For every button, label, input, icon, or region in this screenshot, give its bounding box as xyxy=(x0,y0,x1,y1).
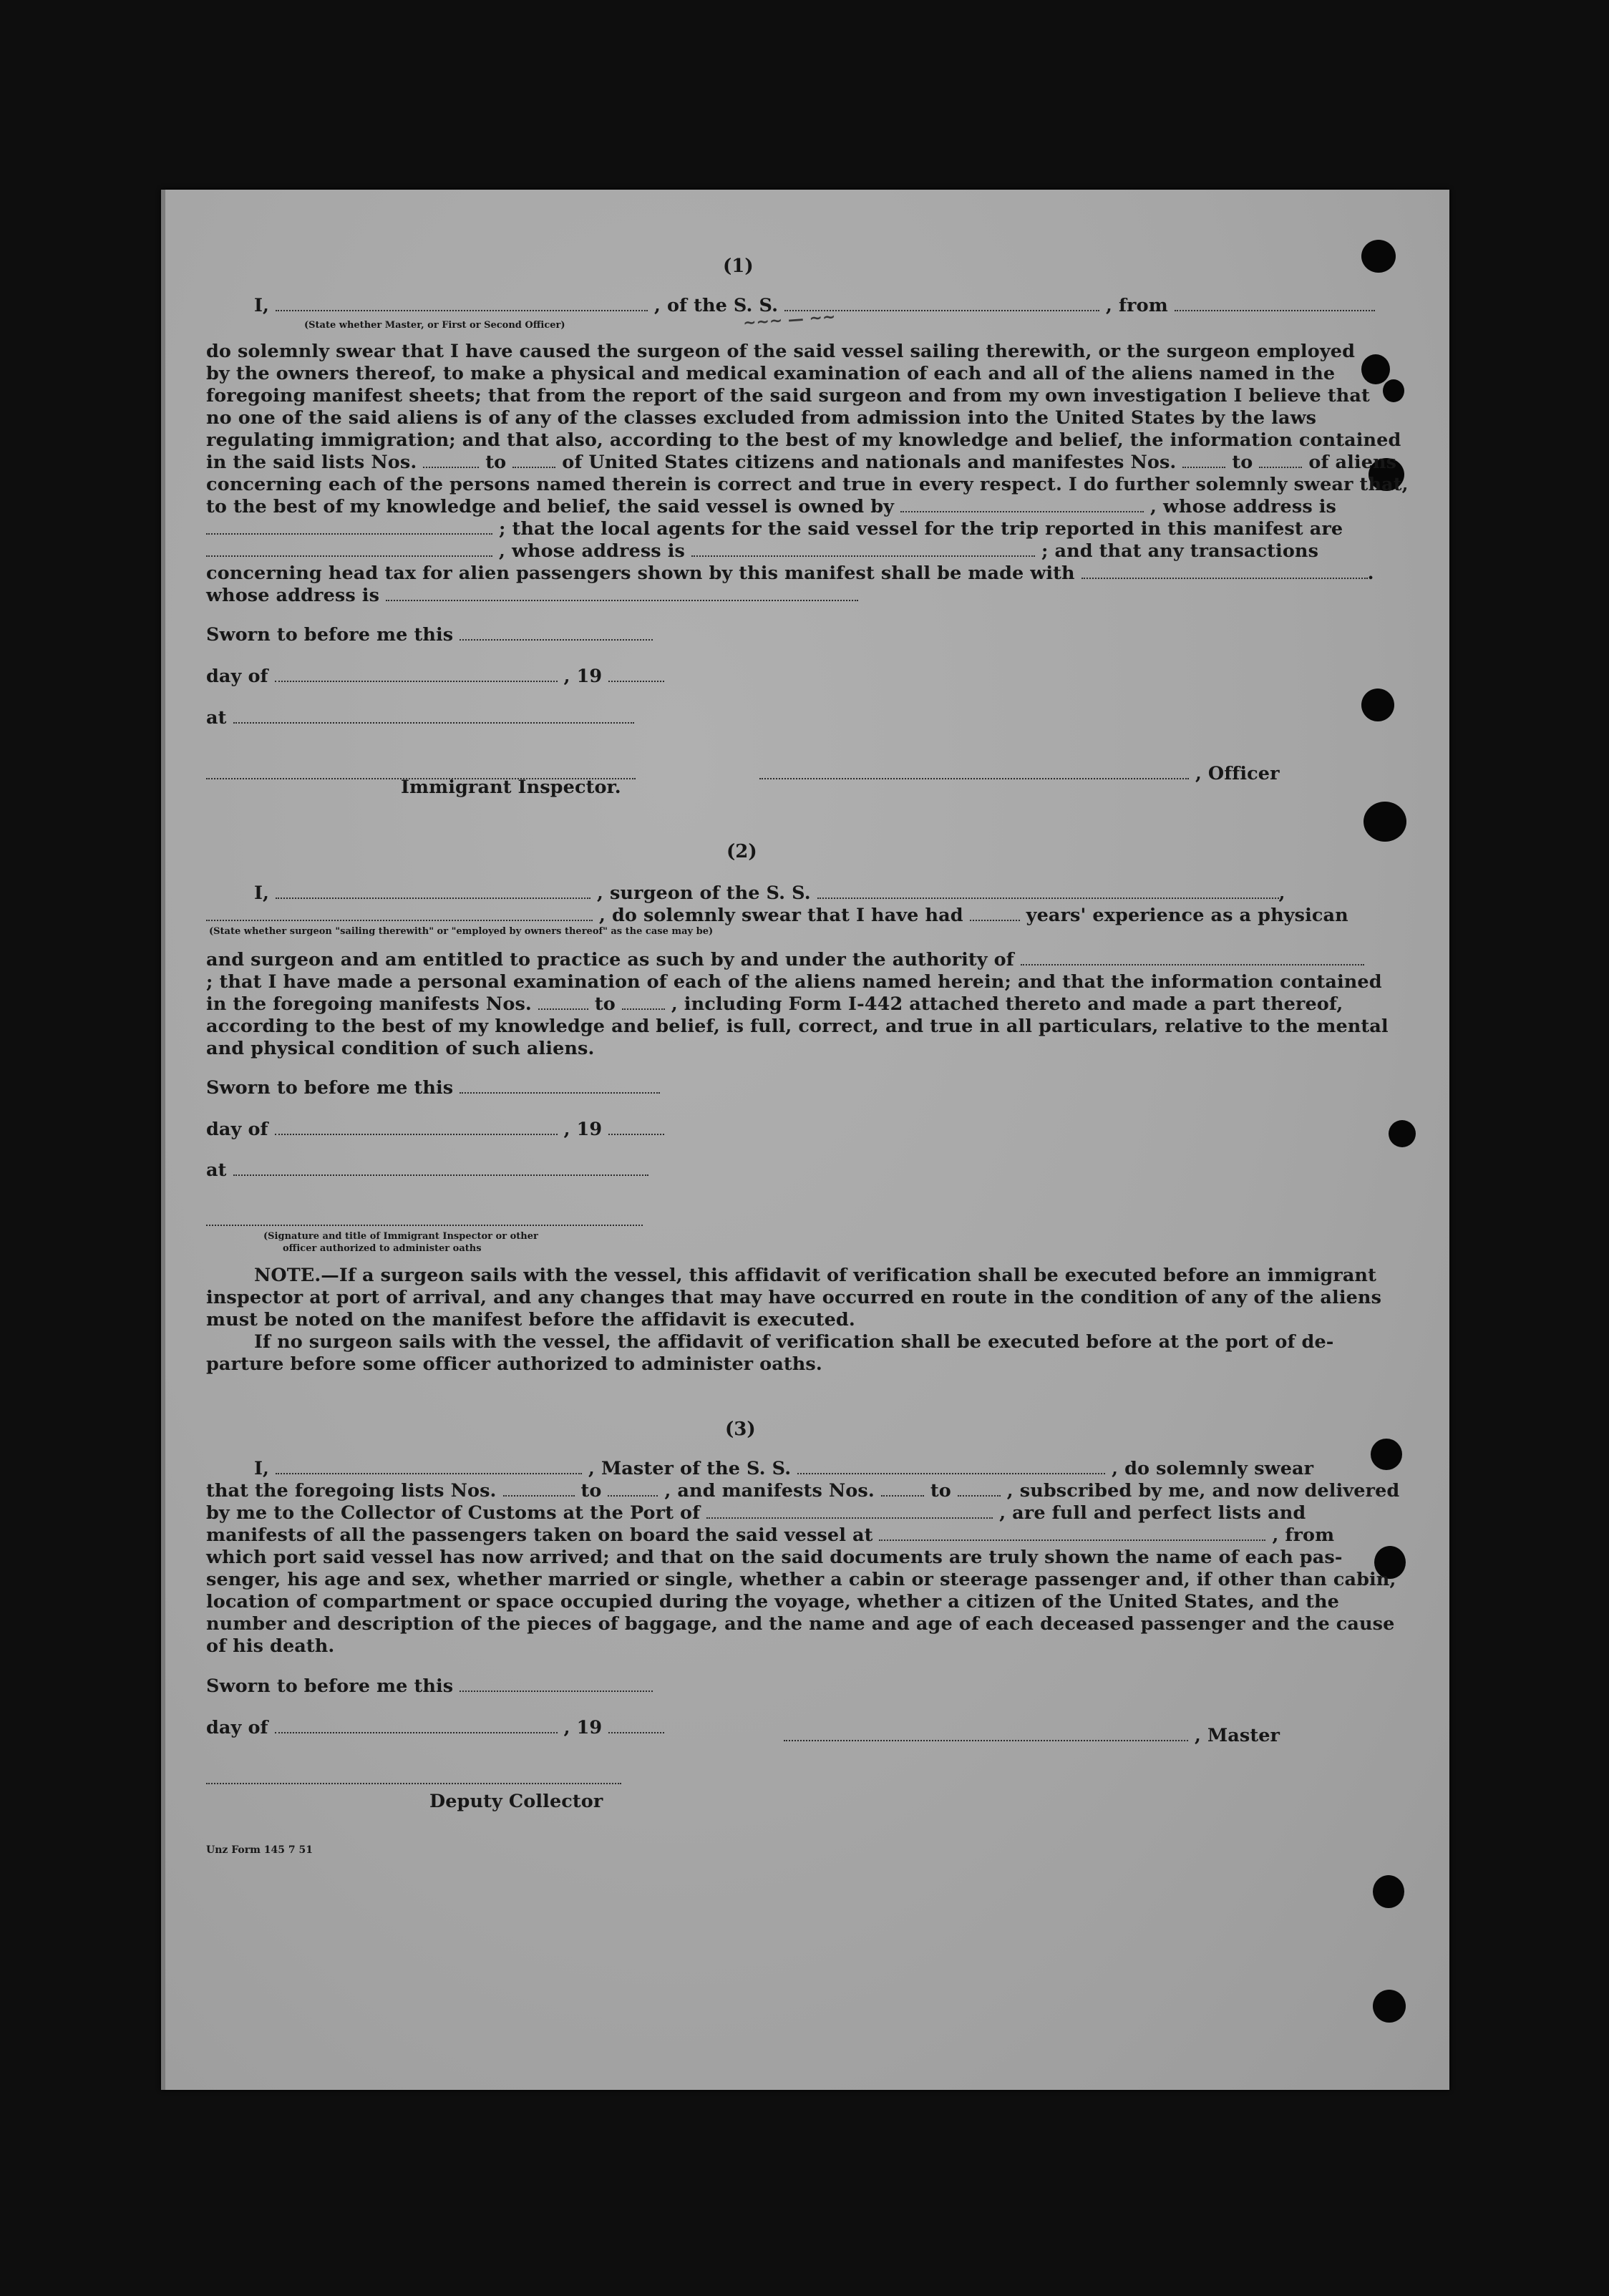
note-line-0: NOTE.—If a surgeon sails with the vessel, this affidavit of verification shall be executed before an immigrant xyxy=(254,1265,1376,1286)
section2-at: at xyxy=(206,1159,648,1182)
agents-field[interactable] xyxy=(206,541,492,557)
immigrant-inspector-label: Immigrant Inspector. xyxy=(401,777,621,798)
label-i: I, xyxy=(254,295,270,316)
punch-hole-2 xyxy=(1361,354,1390,384)
section1-headtax-line: concerning head tax for alien passengers shown by this manifest shall be made with . xyxy=(206,563,1374,584)
master-label: , Master xyxy=(1194,1725,1280,1746)
officer-label: , Officer xyxy=(1195,763,1280,784)
section3-body-2: location of compartment or space occupied during the voyage, whether a citizen of the United States, and the xyxy=(206,1591,1339,1612)
at-place-field[interactable] xyxy=(233,708,634,724)
section3-day: day of , 19 xyxy=(206,1717,664,1739)
section1-body-3: no one of the said aliens is of any of the classes excluded from admission into the United States by the laws xyxy=(206,407,1317,429)
section3-collector-line xyxy=(206,1768,621,1790)
note-line-1: inspector at port of arrival, and any changes that may have occurred en route in the condition of any of the aliens xyxy=(206,1287,1382,1308)
section1-whose-line: whose address is xyxy=(206,585,858,607)
s3-lists-to-field[interactable] xyxy=(608,1481,658,1497)
s3-master-name-field[interactable] xyxy=(276,1459,582,1474)
punch-hole-10 xyxy=(1373,1875,1404,1908)
owner-field[interactable] xyxy=(900,497,1144,512)
section1-number: (1) xyxy=(723,256,754,277)
punch-hole-7 xyxy=(1389,1120,1416,1147)
punch-hole-1 xyxy=(1361,240,1396,273)
section2-sworn: Sworn to before me this xyxy=(206,1077,660,1099)
surgeon-manifests-to-field[interactable] xyxy=(622,994,665,1010)
sworn-date-field[interactable] xyxy=(460,625,653,641)
s3-lists-from-field[interactable] xyxy=(503,1481,575,1497)
years-experience-field[interactable] xyxy=(970,905,1020,921)
signature-note-1: officer authorized to administer oaths xyxy=(283,1243,482,1254)
section3-body-3: number and description of the pieces of baggage, and the name and age of each deceased passenger and the cause xyxy=(206,1613,1395,1635)
note-line-2: must be noted on the manifest before the affidavit is executed. xyxy=(206,1309,855,1331)
s3-manifests-from-field[interactable] xyxy=(881,1481,924,1497)
section2-authority: and surgeon and am entitled to practice as such by and under the authority of xyxy=(206,949,1364,971)
section3-master-signature xyxy=(784,1725,1280,1747)
handwritten-scribble: ~~~ — ~~ xyxy=(742,308,837,333)
surgeon-status-field[interactable] xyxy=(206,905,593,921)
section3-body-1: senger, his age and sex, whether married or single, whether a cabin or steerage passenger and, if other than cabin, xyxy=(206,1569,1396,1590)
sub-surgeon-note: (State whether surgeon "sailing therewith" or "employed by owners thereof" as the case may be) xyxy=(209,926,714,937)
surgeon-manifests-from-field[interactable] xyxy=(538,994,588,1010)
headtax-address-field[interactable] xyxy=(386,585,858,601)
s3-day-field[interactable] xyxy=(275,1718,558,1733)
surgeon-sworn-field[interactable] xyxy=(460,1078,660,1094)
section1-at: at xyxy=(206,707,634,729)
surgeon-vessel-field[interactable] xyxy=(817,883,1279,899)
section3-number: (3) xyxy=(725,1419,756,1440)
section3-port: by me to the Collector of Customs at the Port of , are full and perfect lists and xyxy=(206,1502,1306,1524)
section1-lists-line: in the said lists Nos. to of United States citizens and nationals and manifestes Nos. to of aliens xyxy=(206,452,1397,473)
section1-signatures xyxy=(206,763,1280,785)
section2-day: day of , 19 xyxy=(206,1119,664,1141)
s3-manifests-to-field[interactable] xyxy=(958,1481,1001,1497)
punch-hole-6 xyxy=(1363,802,1406,842)
manifests-from-field[interactable] xyxy=(1182,452,1225,468)
section2-number: (2) xyxy=(726,841,757,862)
section2-line1: I, , surgeon of the S. S. , xyxy=(254,882,1285,904)
from-port-field[interactable] xyxy=(1175,296,1375,311)
section1-body-2: foregoing manifest sheets; that from the report of the said surgeon and from my own investigation I believe that xyxy=(206,385,1370,407)
section3-sworn: Sworn to before me this xyxy=(206,1675,653,1698)
section3-manifests: manifests of all the passengers taken on board the said vessel at , from xyxy=(206,1524,1335,1546)
agents-address-field[interactable] xyxy=(691,541,1035,557)
officer-signature-field[interactable] xyxy=(759,764,1189,779)
punch-hole-5 xyxy=(1361,689,1394,721)
s3-boarded-at-field[interactable] xyxy=(879,1525,1265,1541)
surgeon-day-field[interactable] xyxy=(275,1119,558,1135)
signature-note-0: (Signature and title of Immigrant Inspector or other xyxy=(263,1231,538,1242)
s3-sworn-field[interactable] xyxy=(460,1676,653,1692)
section2-body2-0: according to the best of my knowledge and belief, is full, correct, and true in all particulars, relative to the mental xyxy=(206,1016,1389,1037)
surgeon-at-field[interactable] xyxy=(233,1160,648,1176)
section1-agents-address-line: , whose address is ; and that any transactions xyxy=(206,540,1318,563)
note-line-3: If no surgeon sails with the vessel, the affidavit of verification shall be executed before at the port of de- xyxy=(254,1331,1334,1353)
punch-hole-11 xyxy=(1373,1990,1406,2023)
section3-body-0: which port said vessel has now arrived; and that on the said documents are truly shown the name of each pas- xyxy=(206,1547,1343,1568)
label-ss: , of the S. S. xyxy=(653,295,779,316)
owner-address-field[interactable] xyxy=(206,519,492,535)
day-month-field[interactable] xyxy=(275,666,558,682)
section1-body-1: by the owners thereof, to make a physical and medical examination of each and all of the aliens named in the xyxy=(206,363,1336,384)
punch-hole-8 xyxy=(1371,1439,1402,1470)
s3-vessel-field[interactable] xyxy=(797,1459,1105,1474)
section2-body2-1: and physical condition of such aliens. xyxy=(206,1038,595,1059)
section1-body-0: do solemnly swear that I have caused the surgeon of the said vessel sailing therewith, or the surgeon employed xyxy=(206,341,1355,362)
page-edge xyxy=(161,190,165,2090)
manifests-to-field[interactable] xyxy=(1259,452,1302,468)
surgeon-inspector-signature-field[interactable] xyxy=(206,1210,643,1226)
lists-from-field[interactable] xyxy=(423,452,479,468)
section1-body-5: concerning each of the persons named therein is correct and true in every respect. I do further solemnly swear that, xyxy=(206,474,1409,495)
headtax-field[interactable] xyxy=(1081,563,1368,579)
lists-to-field[interactable] xyxy=(512,452,555,468)
master-name-field[interactable] xyxy=(276,296,648,311)
punch-hole-3 xyxy=(1383,379,1404,402)
section2-body: ; that I have made a personal examination of each of the aliens named herein; and that the information contained xyxy=(206,971,1382,993)
surgeon-name-field[interactable] xyxy=(276,883,590,899)
s3-collector-signature-field[interactable] xyxy=(206,1769,621,1784)
s3-port-field[interactable] xyxy=(706,1503,993,1519)
section1-agents-line: ; that the local agents for the said vessel for the trip reported in this manifest are xyxy=(206,518,1343,540)
section2-manifests: in the foregoing manifests Nos. to , including Form I-442 attached thereto and made a part thereof, xyxy=(206,993,1343,1015)
section2-signature-line xyxy=(206,1210,643,1232)
section1-day: day of , 19 xyxy=(206,666,664,688)
section3-body-4: of his death. xyxy=(206,1635,335,1657)
vessel-name-field[interactable] xyxy=(784,296,1099,311)
note-line-4: parture before some officer authorized to administer oaths. xyxy=(206,1353,822,1375)
s3-year-field[interactable] xyxy=(608,1718,664,1733)
section3-lists: that the foregoing lists Nos. to , and manifests Nos. to , subscribed by me, and now delivered xyxy=(206,1480,1400,1502)
year-field[interactable] xyxy=(608,666,664,682)
surgeon-year-field[interactable] xyxy=(608,1119,664,1135)
section1-line1 xyxy=(254,295,1375,317)
section2-swear-line: , do solemnly swear that I have had years' experience as a physican xyxy=(206,905,1348,927)
s3-master-signature-field[interactable] xyxy=(784,1726,1188,1741)
label-from: , from xyxy=(1106,295,1168,316)
authority-field[interactable] xyxy=(1021,950,1364,965)
section1-sworn: Sworn to before me this xyxy=(206,624,653,646)
section1-owned-line: to the best of my knowledge and belief, the said vessel is owned by , whose address is xyxy=(206,496,1337,517)
section3-line1: I, , Master of the S. S. , do solemnly swear xyxy=(254,1458,1314,1479)
deputy-collector-label: Deputy Collector xyxy=(429,1791,603,1812)
form-id: Unz Form 145 7 51 xyxy=(206,1844,313,1856)
section1-body-4: regulating immigration; and that also, according to the best of my knowledge and belief, the information contained xyxy=(206,429,1401,451)
sub-master-note: (State whether Master, or First or Second Officer) xyxy=(304,320,565,331)
